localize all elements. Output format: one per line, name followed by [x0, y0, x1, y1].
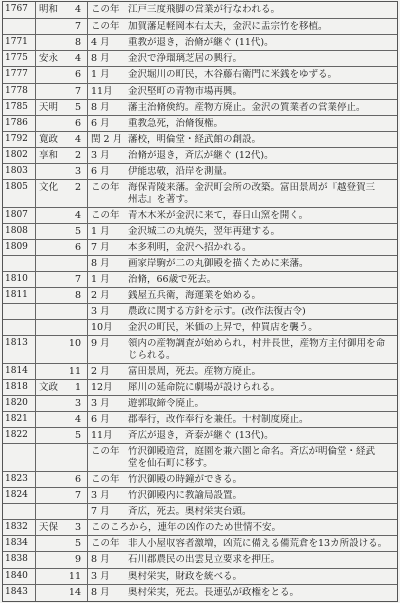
- table-row: [3, 34, 397, 51]
- event-line: 農政に関する方針を示す。(改作法復古令): [128, 306, 306, 318]
- year-cell: 1820: [5, 398, 28, 409]
- table-row: [3, 163, 397, 180]
- month-cell: 6 月: [91, 414, 110, 426]
- month-cell: 6 月: [91, 117, 110, 129]
- event-line: 本多利明，金沢へ招かれる。: [128, 241, 252, 253]
- year-cell: 1807: [5, 209, 28, 220]
- era-year-cell: 5: [74, 538, 81, 550]
- month-cell: 1 月: [91, 274, 110, 285]
- year-cell: 1814: [5, 365, 28, 376]
- table-row: [3, 2, 397, 18]
- month-cell: 6 月: [91, 166, 110, 177]
- event-line: 金沢の町民，米価の上昇で，仲買店を襲う。: [128, 322, 318, 334]
- event-cell: [128, 134, 396, 145]
- table-row: [3, 411, 397, 428]
- month-cell: 9 月: [91, 338, 110, 350]
- era-year-cell: 6: [74, 69, 81, 81]
- year-cell: 1786: [5, 117, 28, 128]
- event-cell: [128, 242, 396, 253]
- table-row: [3, 471, 397, 488]
- era-year-cell: 1: [74, 382, 81, 393]
- era-year-cell: 2: [74, 149, 81, 161]
- table-row: [3, 319, 397, 336]
- year-cell: 1803: [5, 166, 28, 176]
- year-cell: 1824: [5, 490, 28, 500]
- event-line: 治脩，66歳で死去。: [128, 274, 217, 285]
- event-cell: [128, 290, 396, 301]
- event-cell: [128, 506, 396, 517]
- year-cell: 1813: [5, 338, 28, 349]
- year-cell: 1771: [5, 37, 28, 48]
- era-year-cell: 2: [74, 182, 81, 194]
- era-year-cell: 7: [74, 490, 81, 501]
- year-cell: 1805: [5, 182, 28, 193]
- event-cell: [128, 474, 396, 485]
- event-line: 治脩が退き，斉広が継ぐ (12代)。: [128, 149, 274, 161]
- month-cell: 2 月: [91, 365, 110, 377]
- event-line: 銭屋五兵衛，海運業を始める。: [128, 290, 262, 302]
- event-cell: [128, 571, 396, 582]
- table-row: [3, 535, 397, 552]
- event-line: 奥村栄実，財政を統べる。: [128, 570, 243, 582]
- month-cell: 2 月: [91, 290, 110, 302]
- era-cell: 寛政: [39, 133, 59, 145]
- era-year-cell: 6: [74, 241, 81, 253]
- year-cell: 1811: [5, 290, 28, 301]
- month-cell: 3 月: [91, 570, 110, 582]
- year-cell: 1823: [5, 473, 28, 484]
- month-cell: 閏 2 月: [91, 133, 123, 145]
- month-cell: 11月: [91, 85, 113, 97]
- event-line: 重教が退き，治脩が継ぐ (11代)。: [128, 37, 274, 49]
- table-row: [3, 503, 397, 520]
- year-cell: 1822: [5, 430, 28, 441]
- table-row: [3, 18, 397, 35]
- event-cell: [128, 182, 396, 205]
- event-cell: [128, 4, 396, 15]
- era-year-cell: 4: [74, 133, 81, 145]
- table-row: [3, 115, 397, 132]
- month-cell: 3 月: [91, 149, 110, 161]
- event-line: 斉広，死去。奥村栄実台頭。: [128, 506, 252, 518]
- era-cell: 明和: [39, 4, 59, 15]
- table-row: [3, 395, 397, 412]
- era-year-cell: 6: [74, 117, 81, 129]
- era-year-cell: 10: [68, 338, 81, 350]
- era-year-cell: 6: [74, 473, 81, 485]
- year-cell: 1843: [5, 586, 28, 597]
- event-cell: [128, 226, 396, 237]
- event-cell: [128, 86, 396, 97]
- event-line: 加賀藩足軽岡本右太夫，金沢に盂宗竹を移植。: [128, 21, 328, 33]
- month-cell: 4 月: [91, 37, 110, 49]
- year-cell: 1767: [5, 4, 28, 14]
- event-cell: [128, 69, 396, 80]
- era-year-cell: 4: [74, 53, 81, 65]
- event-cell: [128, 53, 396, 64]
- month-cell: 1 月: [91, 225, 110, 237]
- era-year-cell: 11: [68, 365, 81, 377]
- table-row: [3, 255, 397, 272]
- month-cell: 8 月: [91, 53, 110, 65]
- event-cell: [128, 118, 396, 129]
- event-line: 遊郭取締令廃止。: [128, 398, 205, 410]
- table-row: [3, 335, 397, 364]
- month-cell: 11月: [91, 430, 113, 442]
- year-cell: 1775: [5, 53, 28, 64]
- month-cell: 3 月: [91, 306, 110, 318]
- event-line: 江戸三度飛脚の営業が行なわれる。: [128, 4, 281, 15]
- event-cell: [128, 306, 396, 317]
- era-year-cell: 4: [74, 414, 81, 426]
- event-cell: [128, 554, 396, 565]
- era-year-cell: 3: [74, 398, 81, 410]
- era-year-cell: 8: [74, 290, 81, 302]
- month-cell: 3 月: [91, 398, 110, 410]
- month-cell: 12月: [91, 382, 113, 393]
- era-year-cell: 5: [74, 430, 81, 442]
- table-row: [3, 303, 397, 320]
- event-cell: [128, 430, 396, 441]
- month-cell: この年: [91, 209, 120, 221]
- year-cell: 1809: [5, 241, 28, 252]
- event-line: 竹沢御殿の時鐘ができる。: [128, 473, 243, 485]
- year-cell: 1792: [5, 133, 28, 144]
- table-row: [3, 379, 397, 396]
- year-cell: 1832: [5, 522, 28, 533]
- event-cell: [128, 166, 396, 177]
- month-cell: 1 月: [91, 69, 110, 81]
- event-cell: [128, 21, 396, 32]
- table-row: [3, 179, 397, 208]
- month-cell: この年: [91, 182, 120, 194]
- month-cell: 10月: [91, 322, 113, 334]
- table-row: [3, 131, 397, 148]
- event-cell: [128, 398, 396, 409]
- era-year-cell: 5: [74, 101, 81, 113]
- event-line: 重教急死，治脩復権。: [128, 117, 224, 129]
- month-cell: この年: [91, 4, 120, 15]
- era-year-cell: 3: [74, 522, 81, 534]
- era-year-cell: 7: [74, 274, 81, 285]
- event-line: 青木木米が金沢に来て，春日山窯を開く。: [128, 209, 309, 221]
- chronology-table: [2, 1, 398, 602]
- event-line: 藩校，明倫堂・経武館の創設。: [128, 133, 262, 145]
- month-cell: この年: [91, 21, 120, 33]
- era-cell: 享和: [39, 149, 59, 161]
- event-line: 石川郡農民の出雲見立要求を押圧。: [128, 554, 281, 566]
- era-year-cell: 11: [68, 570, 81, 582]
- table-row: [3, 287, 397, 304]
- year-cell: 1777: [5, 69, 28, 80]
- month-cell: 8 月: [91, 554, 110, 566]
- era-cell: 文政: [39, 382, 59, 393]
- event-line: 領内の産物調査が始められ，村井長世，産物方主付御用を命: [128, 338, 386, 350]
- event-cell: [128, 382, 396, 393]
- event-cell: [128, 414, 396, 425]
- event-line: 金沢堀川の町民，木谷藤右衛門に米銭をゆずる。: [128, 69, 338, 81]
- year-cell: 1778: [5, 85, 28, 96]
- table-row: [3, 147, 397, 164]
- event-cell: [128, 538, 396, 549]
- month-cell: この年: [91, 538, 120, 550]
- event-line: 画家岸駒が二の丸御殿を描くために来藩。: [128, 257, 309, 269]
- event-cell: [128, 338, 396, 361]
- year-cell: 1840: [5, 570, 28, 581]
- event-line: 金沢で浄瑠璃芝居の興行。: [128, 53, 243, 65]
- table-row: [3, 551, 397, 568]
- table-row: [3, 271, 397, 288]
- era-cell: 文化: [39, 182, 59, 194]
- year-cell: 1802: [5, 149, 28, 160]
- year-cell: 1810: [5, 274, 28, 284]
- era-year-cell: 7: [74, 85, 81, 97]
- month-cell: このころから，連年の凶作のため世情不安。: [91, 522, 282, 534]
- table-row: [3, 239, 397, 256]
- year-cell: 1808: [5, 225, 28, 236]
- event-cell: [128, 366, 396, 377]
- event-line: じられる。: [128, 349, 176, 361]
- month-cell: 7 月: [91, 241, 110, 253]
- event-cell: [128, 446, 396, 469]
- event-line: 竹沢御殿内に教諭局設置。: [128, 490, 243, 501]
- event-line: 奥村栄実，死去。長連弘が政権をとる。: [128, 586, 300, 598]
- table-row: [3, 363, 397, 380]
- table-row: [3, 568, 397, 585]
- event-line: 犀川の延命院に劇場が設けられる。: [128, 382, 281, 393]
- month-cell: 8 月: [91, 101, 110, 113]
- year-cell: 1821: [5, 414, 28, 425]
- year-cell: 1785: [5, 101, 28, 112]
- era-cell: 天保: [39, 522, 59, 534]
- table-row: [3, 443, 397, 472]
- year-cell: 1818: [5, 382, 28, 392]
- table-row: [3, 427, 397, 444]
- event-cell: [128, 150, 396, 161]
- event-cell: [128, 210, 396, 221]
- year-cell: 1834: [5, 538, 28, 549]
- month-cell: この年: [91, 446, 120, 458]
- era-year-cell: 3: [74, 166, 81, 177]
- month-cell: 7 月: [91, 506, 110, 518]
- table-row: [3, 99, 397, 116]
- event-cell: [128, 587, 396, 598]
- table-row: [3, 487, 397, 504]
- table-row: [3, 66, 397, 83]
- era-year-cell: 4: [74, 4, 81, 15]
- era-year-cell: 8: [74, 37, 81, 49]
- year-cell: 1838: [5, 554, 28, 565]
- month-cell: この年: [91, 473, 120, 485]
- era-year-cell: 14: [68, 586, 81, 598]
- event-cell: [128, 322, 396, 333]
- event-cell: [128, 258, 396, 269]
- table-row: [3, 207, 397, 224]
- month-cell: 8 月: [91, 257, 110, 269]
- event-line: 非人小屋収容者激増，凶荒に備える備荒倉を13カ所設ける。: [128, 538, 388, 550]
- event-line: 藩主治脩倹約。産物方廃止。金沢の質業者の営業停止。: [128, 101, 366, 113]
- event-line: 斉広が退き，斉泰が継ぐ (13代)。: [128, 430, 274, 442]
- era-year-cell: 4: [74, 209, 81, 221]
- event-line: 州志』を著す。: [128, 193, 194, 205]
- month-cell: 3 月: [91, 490, 110, 501]
- event-line: 金沢城二の丸焼失，翌年再建する。: [128, 225, 281, 237]
- era-cell: 天明: [39, 101, 59, 113]
- event-cell: [128, 37, 396, 48]
- event-line: 堂を仙石町に移す。: [128, 457, 213, 469]
- table-row: [3, 223, 397, 240]
- table-row: [3, 83, 397, 100]
- event-cell: [128, 490, 396, 501]
- table-row: [3, 519, 397, 536]
- table-row: [3, 50, 397, 67]
- event-line: 郡奉行，改作奉行を兼任。十村制度廃止。: [128, 414, 309, 426]
- event-line: 金沢堅町の青物市場再興。: [128, 85, 243, 97]
- month-cell: 8 月: [91, 586, 110, 598]
- event-cell: [128, 274, 396, 285]
- event-line: 海保青陵来藩。金沢町会所の改築。富田景周が『越登賀三: [128, 182, 376, 194]
- table-row: [3, 584, 397, 601]
- era-year-cell: 5: [74, 225, 81, 237]
- event-line: 富田景周，死去。産物方廃止。: [128, 365, 262, 377]
- event-cell: [128, 102, 396, 113]
- era-year-cell: 7: [74, 21, 81, 33]
- era-year-cell: 9: [74, 554, 81, 566]
- event-line: 伊能忠敬，沿岸を測量。: [128, 166, 233, 177]
- era-cell: 安永: [39, 53, 59, 65]
- event-line: 竹沢御殿造営，庭園を兼六園と命名。斉広が明倫堂・経武: [128, 446, 376, 458]
